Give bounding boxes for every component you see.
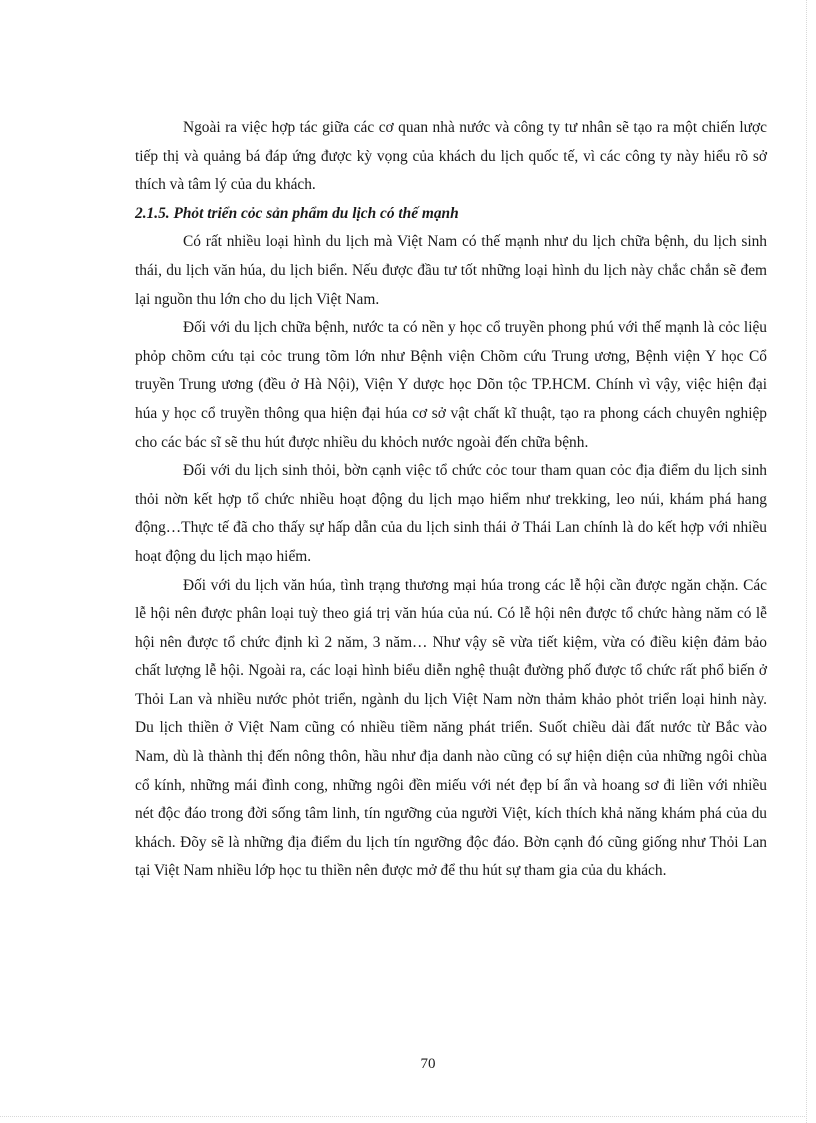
page-edge-horizontal-rule [0,1116,807,1117]
paragraph-medical-tourism: Đối với du lịch chữa bệnh, nước ta có nền y học cổ truyền phong phú với thế mạnh là cỏc liệu phỏp chõm cứu tại cỏc trung tõm lớn như Bệnh viện Chõm cứu Trung ương, Bệnh viện Y học Cổ truyền Trung ương (đều ở Hà Nội), Viện Y dược học Dõn tộc TP.HCM. Chính vì vậy, việc hiện đại húa y học cổ truyền thông qua hiện đại húa cơ sở vật chất kĩ thuật, tạo ra phong cách chuyên nghiệp cho các bác sĩ sẽ thu hút được nhiều du khỏch nước ngoài đến chữa bệnh. [135,319,767,451]
paragraph-cultural-tourism: Đối với du lịch văn húa, tình trạng thương mại húa trong các lễ hội cần được ngăn chặn. Các lễ hội nên được phân loại tuỳ theo giá trị văn húa của nú. Có lễ hội nên được tổ chức hàng năm có lễ hội nên được tổ chức định kì 2 năm, 3 năm… Như vậy sẽ vừa tiết kiệm, vừa có điều kiện đảm bảo chất lượng lễ hội. Ngoài ra, các loại hình biểu diễn nghệ thuật đường phố được tổ chức rất phổ biến ở Thỏi Lan và nhiều nước phỏt triển, ngành du lịch Việt Nam nờn thảm khảo phỏt triển loại hinh này. Du lịch thiền ở Việt Nam cũng có nhiều tiềm năng phát triển. Suốt chiều dài đất nước từ Bắc vào Nam, dù là thành thị đến nông thôn, hầu như địa danh nào cũng có sự hiện diện của những ngôi chùa cổ kính, những mái đình cong, những ngôi đền miếu với nét đẹp bí ẩn và hoang sơ đi liền với nhiều nét độc đáo trong đời sống tâm linh, tín ngưỡng của người Việt, kích thích khả năng khám phá của du khách. Đõy sẽ là những địa điểm du lịch tín ngưỡng độc đáo. Bờn cạnh đó cũng giống như Thỏi Lan tại Việt Nam nhiều lớp học tu thiền nên được mở để thu hút sự tham gia của du khách. [135,576,767,880]
paragraph-intro: Ngoài ra việc hợp tác giữa các cơ quan nhà nước và công ty tư nhân sẽ tạo ra một chiến lược tiếp thị và quảng bá đáp ứng được kỳ vọng của khách du lịch quốc tế, vì các công ty này hiểu rõ sở thích và tâm lý của du khách. [135,119,767,194]
paragraph-eco-tourism: Đối với du lịch sinh thỏi, bờn cạnh việc tổ chức cỏc tour tham quan cỏc địa điểm du lịch sinh thỏi nờn kết hợp tổ chức nhiều hoạt động du lịch mạo hiểm như trekking, leo núi, khám phá hang động…Thực tế đã cho thấy sự hấp dẫn của du lịch sinh thái ở Thái Lan chính là do kết hợp với nhiều hoạt động du lịch mạo hiểm. [135,462,767,565]
paragraph-strengths: Có rất nhiều loại hình du lịch mà Việt Nam có thế mạnh như du lịch chữa bệnh, du lịch sinh thái, du lịch văn húa, du lịch biển. Nếu được đầu tư tốt những loại hình du lịch này chắc chắn sẽ đem lại nguồn thu lớn cho du lịch Việt Nam. [135,233,767,308]
page-edge-vertical-rule [806,0,807,1123]
page-number: 70 [420,1056,436,1072]
section-heading: 2.1.5. Phỏt triển cỏc sản phẩm du lịch có thế mạnh [135,204,459,222]
document-body [135,114,767,886]
